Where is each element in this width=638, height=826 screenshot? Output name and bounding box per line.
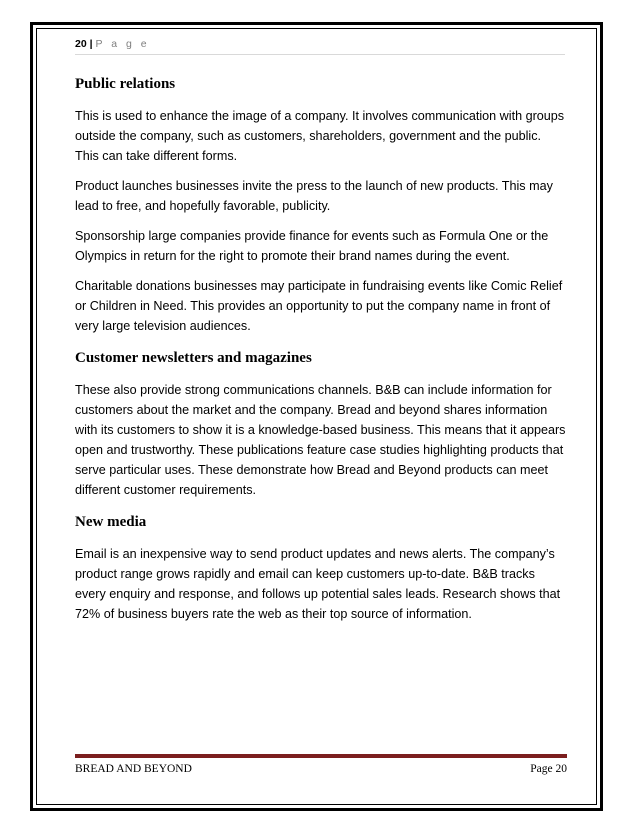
footer-company-name: BREAD AND BEYOND (75, 763, 192, 775)
footer-rule (75, 754, 567, 758)
page-header (75, 34, 565, 55)
paragraph: Sponsorship large companies provide finance for events such as Formula One or the Olympics in return for the right to promote their brand names during the event. (75, 229, 549, 263)
section-customer-newsletters (75, 348, 567, 500)
header-page-number: 20 (75, 38, 87, 50)
footer-page-label: Page 20 (530, 763, 567, 775)
paragraph: Email is an inexpensive way to send product updates and news alerts. The company’s product range grows rapidly and email can keep customers up-to-date. B&B tracks every enquiry and response, and follows up potential sales leads. Research shows that 72% of business buyers rate the web as their top source of information. (75, 547, 561, 621)
paragraph: These also provide strong communications channels. B&B can include information for customers about the market and the company. Bread and beyond shares information with its customers to show it is a knowledge-based business. This means that it appears open and trustworthy. These publications feature case studies highlighting products that serve particular uses. These demonstrate how Bread and Beyond products can meet different customer requirements. (75, 383, 566, 497)
header-page-word: P a g e (95, 38, 150, 50)
paragraph: This is used to enhance the image of a company. It involves communication with groups outside the company, such as customers, shareholders, government and the public. This can take different forms. (75, 109, 565, 163)
paragraph: Product launches businesses invite the press to the launch of new products. This may lead to free, and hopefully favorable, publicity. (75, 179, 553, 213)
section-public-relations (75, 74, 567, 336)
paragraph: Charitable donations businesses may participate in fundraising events like Comic Relief or Children in Need. This provides an opportunity to put the company name in front of very large television audiences. (75, 279, 563, 333)
document-body (75, 74, 567, 634)
section-heading: Customer newsletters and magazines (75, 350, 312, 366)
section-heading: New media (75, 514, 147, 530)
section-new-media (75, 512, 567, 624)
section-heading: Public relations (75, 76, 176, 92)
page-footer (75, 760, 567, 778)
header-separator: | (86, 38, 96, 50)
